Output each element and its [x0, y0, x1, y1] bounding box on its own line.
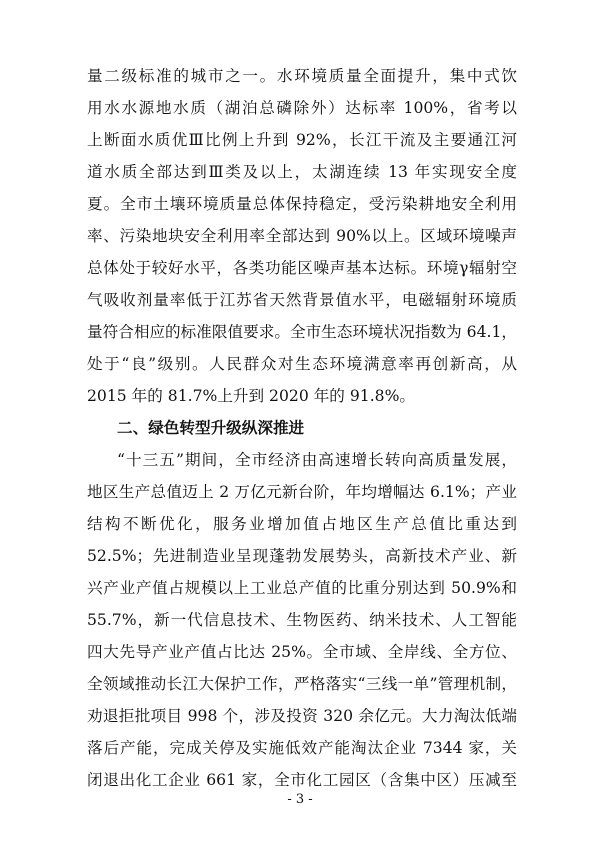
text-line: 52.5%；先进制造业呈现蓬勃发展势头，高新技术产业、新	[87, 547, 517, 565]
text-line: 总体处于较好水平，各类功能区噪声基本达标。环境γ辐射空	[87, 259, 517, 277]
text-line: 道水质全部达到Ⅲ类及以上，太湖连续 13 年实现安全度	[87, 163, 517, 181]
text-line: 落后产能，完成关停及实施低效产能淘汰企业 7344 家，关	[87, 739, 517, 757]
text-line: 2015 年的 81.7%上升到 2020 年的 91.8%。	[87, 387, 415, 405]
text-line: 处于“良”级别。人民群众对生态环境满意率再创新高，从	[87, 355, 517, 373]
text-line: 全领域推动长江大保护工作，严格落实“三线一单”管理机制，	[87, 675, 517, 693]
text-line: 55.7%，新一代信息技术、生物医药、纳米技术、人工智能	[87, 611, 517, 629]
text-line: 劝退拒批项目 998 个，涉及投资 320 余亿元。大力淘汰低端	[87, 707, 517, 725]
text-line: 闭退出化工企业 661 家，全市化工园区（含集中区）压减至	[87, 771, 517, 789]
text-line: “十三五”期间，全市经济由高速增长转向高质量发展，	[117, 451, 517, 469]
text-line: 上断面水质优Ⅲ比例上升到 92%，长江干流及主要通江河	[87, 131, 517, 149]
text-line: 地区生产总值迈上 2 万亿元新台阶，年均增幅达 6.1%；产业	[87, 483, 517, 501]
text-line: 量符合相应的标准限值要求。全市生态环境状况指数为 64.1，	[87, 323, 517, 341]
page-number: - 3 -	[287, 792, 313, 807]
text-line: 量二级标准的城市之一。水环境质量全面提升，集中式饮	[87, 67, 517, 85]
text-line: 夏。全市土壤环境质量总体保持稳定，受污染耕地安全利用	[87, 195, 517, 213]
paragraph-green-transformation	[87, 444, 517, 796]
text-line: 兴产业产值占规模以上工业总产值的比重分别达到 50.9%和	[87, 579, 517, 597]
section-heading: 二、绿色转型升级纵深推进	[117, 419, 305, 437]
text-line: 用水水源地水质（湖泊总磷除外）达标率 100%，省考以	[87, 99, 517, 117]
text-line: 率、污染地块安全利用率全部达到 90%以上。区域环境噪声	[87, 227, 517, 245]
text-line: 四大先导产业产值占比达 25%。全市域、全岸线、全方位、	[87, 643, 517, 661]
text-line: 气吸收剂量率低于江苏省天然背景值水平，电磁辐射环境质	[87, 291, 517, 309]
paragraph-environment-quality	[87, 60, 517, 412]
text-line: 结构不断优化，服务业增加值占地区生产总值比重达到	[87, 515, 517, 533]
